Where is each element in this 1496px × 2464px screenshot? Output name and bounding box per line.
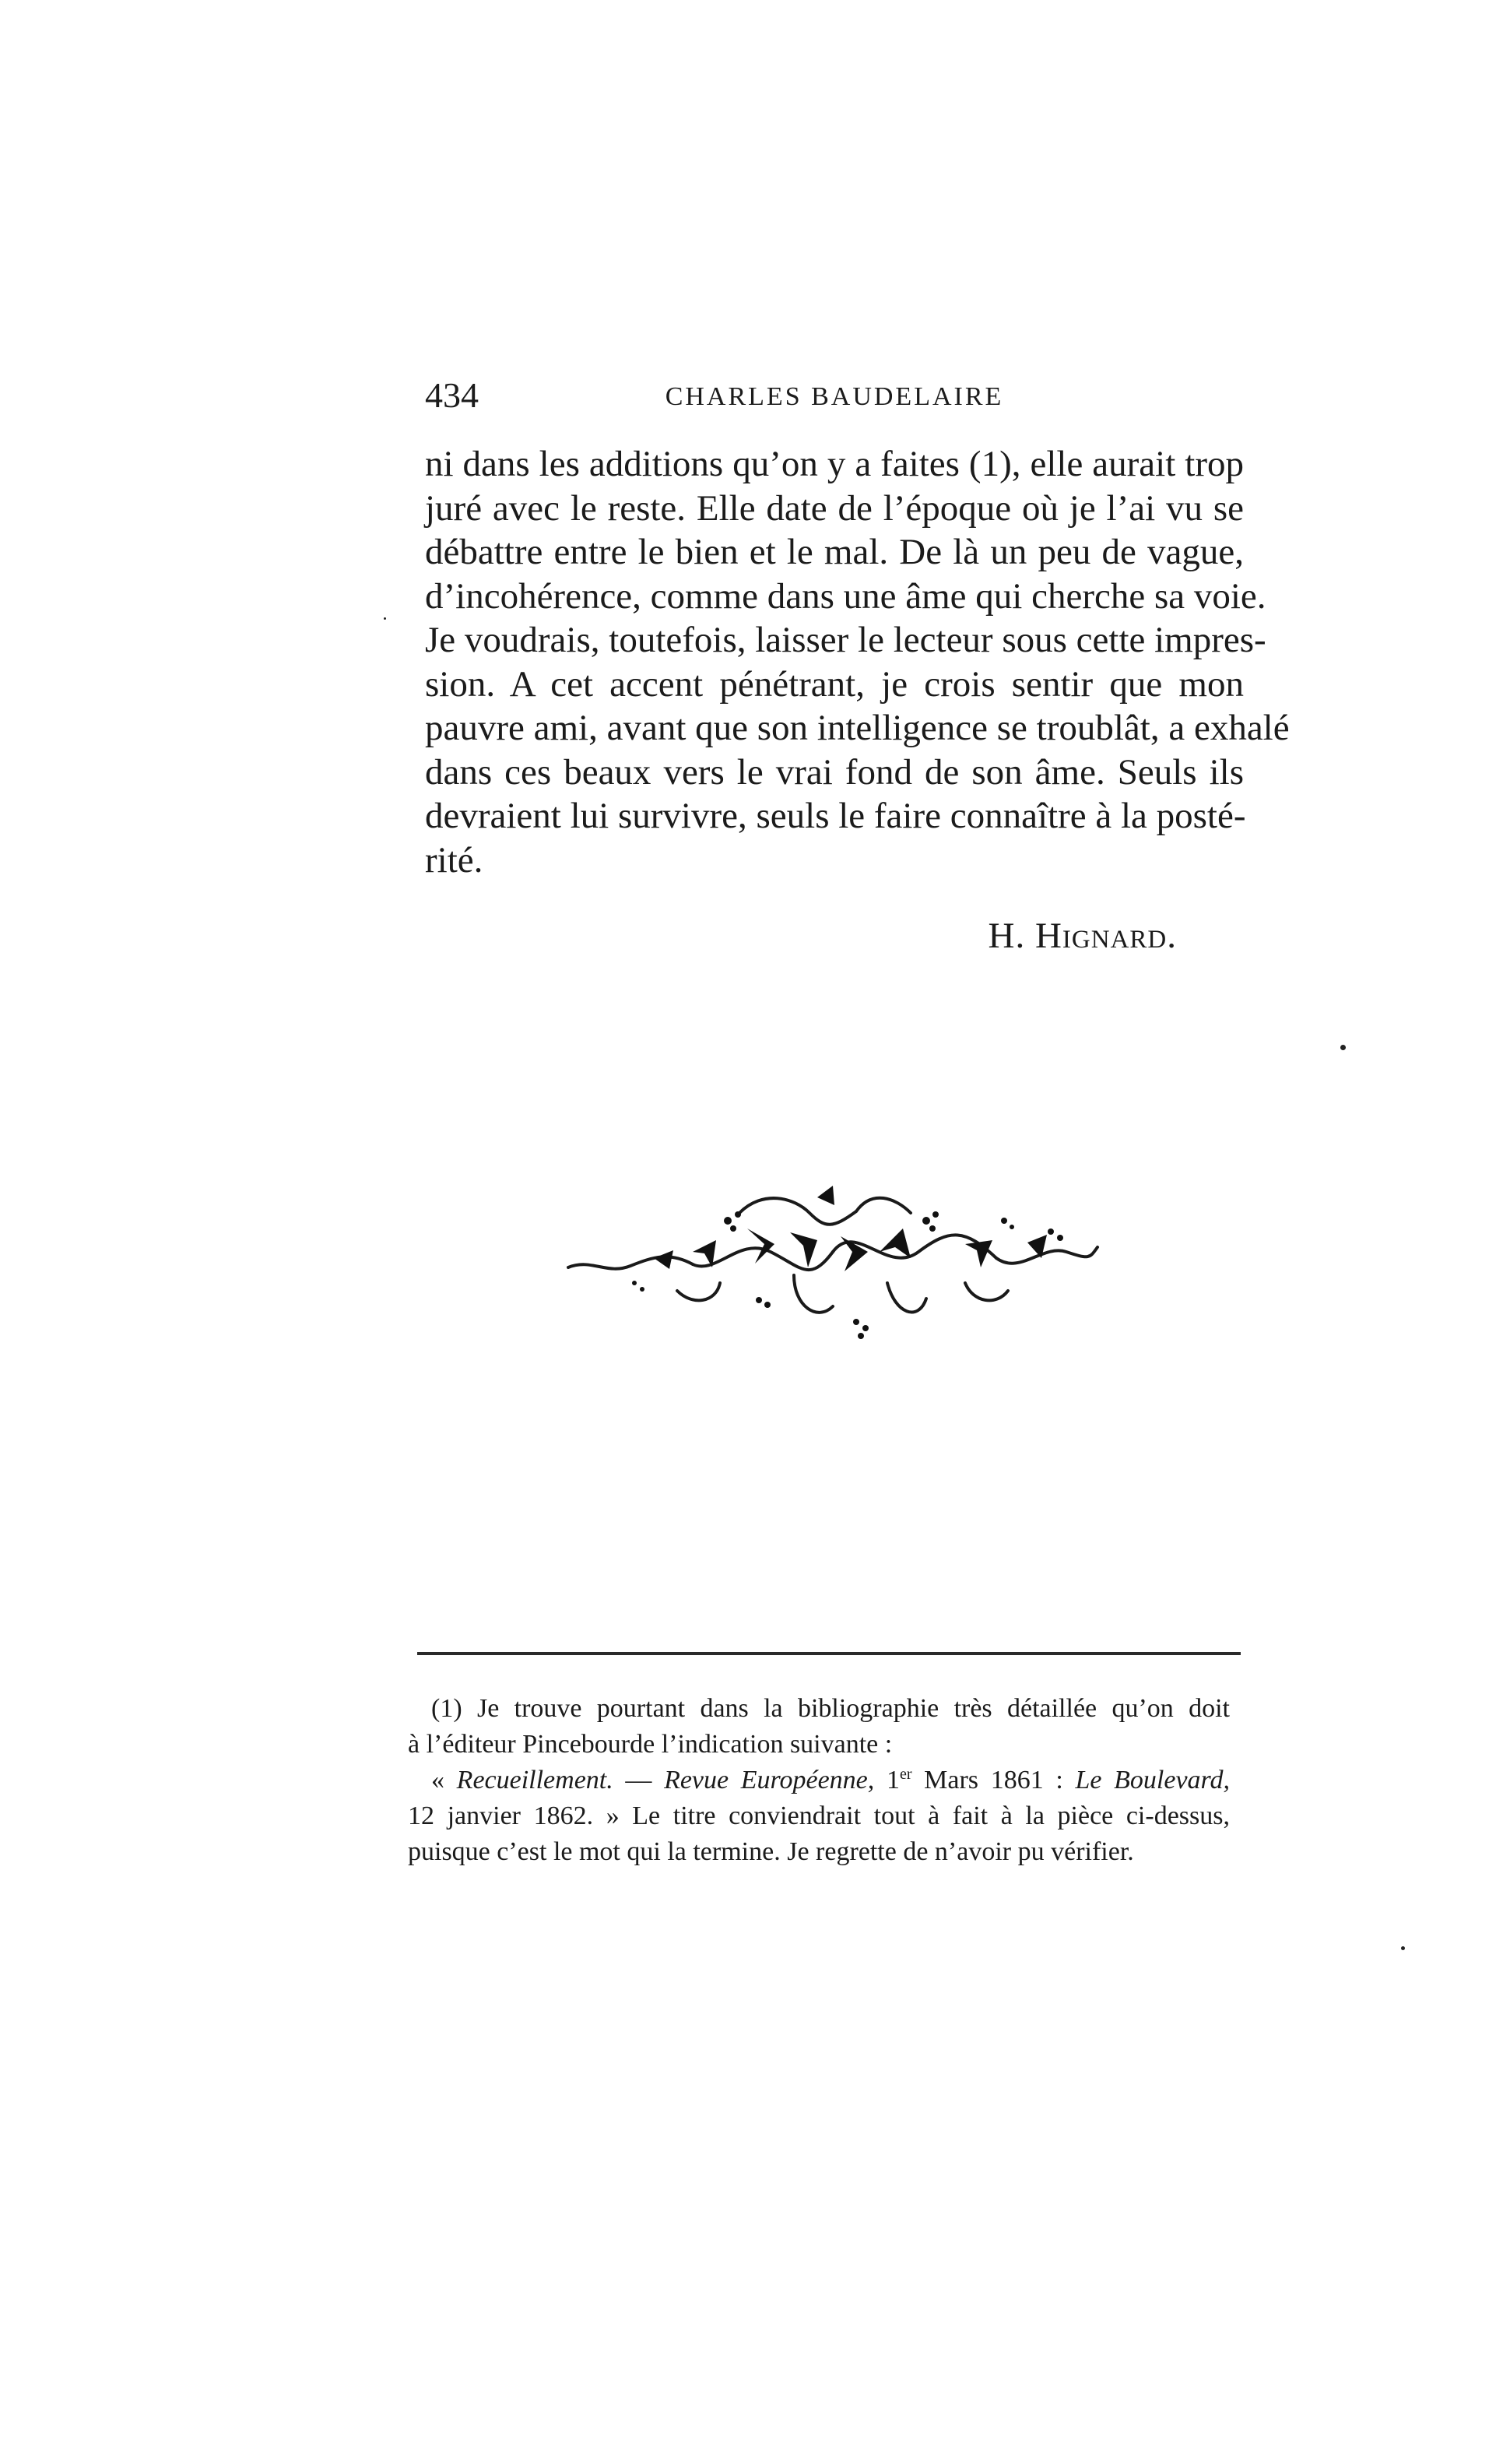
floral-ornament-icon (560, 1166, 1105, 1353)
open-quote: « (431, 1766, 457, 1794)
footnote-line: à l’éditeur Pincebourde l’indication suivante : (408, 1730, 893, 1759)
newspaper-title: Le Boulevard, (1075, 1766, 1231, 1794)
ordinal-suffix: er (899, 1766, 912, 1783)
footnote-line-citation (408, 1763, 1230, 1798)
body-line: juré avec le reste. Elle date de l’époque où je l’ai vu se (425, 487, 1244, 529)
body-line: rité. (425, 839, 483, 881)
paper-speck (1401, 1946, 1405, 1950)
poem-title: Recueillement. (456, 1766, 613, 1794)
citation-date: Mars 1861 : (911, 1766, 1076, 1794)
footnote-line: (1) Je trouve pourtant dans la bibliographie très détaillée qu’on doit (431, 1694, 1230, 1723)
page-number: 434 (425, 375, 479, 415)
body-line: Je voudrais, toutefois, laisser le lecteur sous cette impres- (425, 620, 1266, 660)
paper-speck (1340, 1045, 1346, 1050)
body-line: débattre entre le bien et le mal. De là un peu de vague, (425, 532, 1244, 572)
footnote-line: puisque c’est le mot qui la termine. Je regrette de n’avoir pu vérifier. (408, 1837, 1134, 1866)
footnote-rule (417, 1652, 1241, 1655)
body-line: sion. A cet accent pénétrant, je crois sentir que mon (425, 663, 1244, 705)
author-signature: H. Hignard. (988, 916, 1177, 956)
body-line: devraient lui survivre, seuls le faire connaître à la posté- (425, 796, 1246, 836)
body-line: pauvre ami, avant que son intelligence se troublât, a exhalé (425, 708, 1290, 748)
body-line: dans ces beaux vers le vrai fond de son âme. Seuls ils (425, 751, 1244, 793)
running-head: CHARLES BAUDELAIRE (665, 382, 1004, 411)
review-title: Revue Européenne, (664, 1766, 875, 1794)
page-header (425, 372, 1244, 419)
body-line: d’incohérence, comme dans une âme qui cherche sa voie. (425, 575, 1266, 617)
body-line: ni dans les additions qu’on y a faites (1), elle aurait trop (425, 444, 1244, 484)
citation-day: 1 (874, 1766, 900, 1794)
footnote-line: 12 janvier 1862. » Le titre conviendrait tout à fait à la pièce ci-dessus, (408, 1801, 1230, 1830)
dash: — (613, 1766, 665, 1794)
body-text (425, 442, 1290, 882)
footnote (408, 1691, 1230, 1870)
paper-speck (384, 617, 386, 620)
